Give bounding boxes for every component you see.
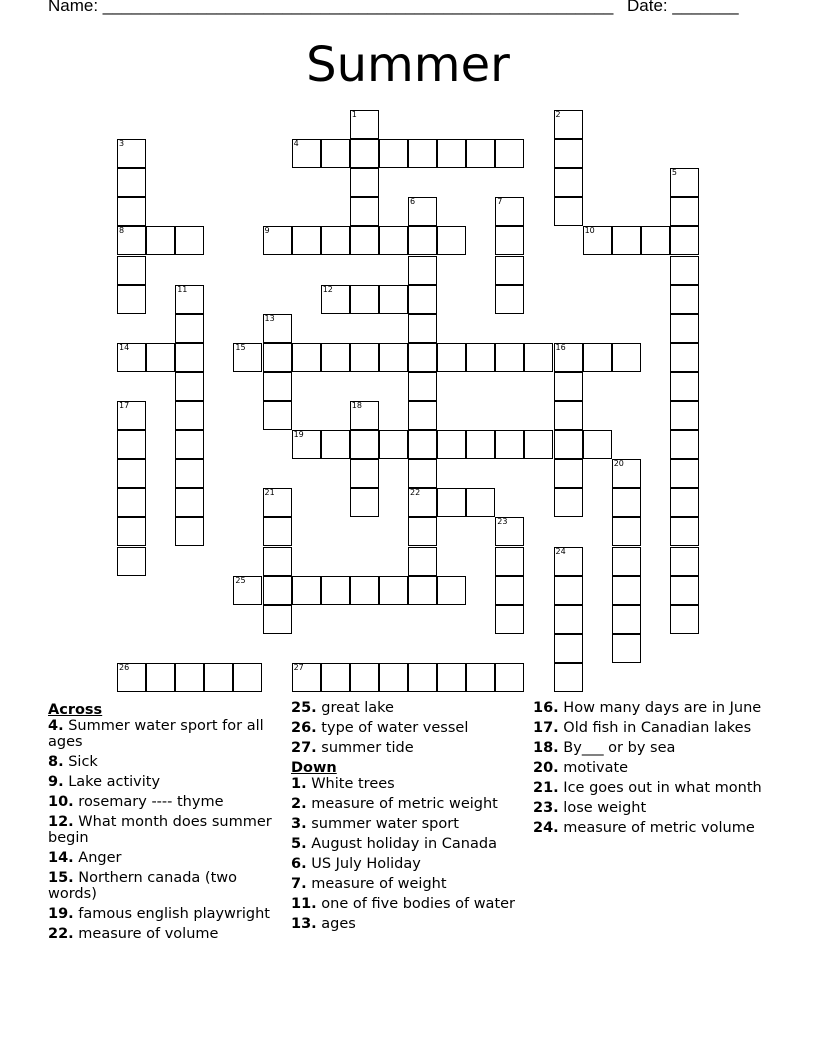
grid-cell[interactable] [408,256,437,285]
grid-cell[interactable] [670,547,699,576]
grid-cell[interactable] [117,139,146,168]
grid-cell[interactable] [670,197,699,226]
clue-down-2: 2. measure of metric weight [291,796,498,812]
clue-number: 21 [264,488,275,498]
grid-cell[interactable] [466,343,495,372]
clues-column-1 [48,700,280,946]
grid-cell[interactable] [524,343,553,372]
grid-cell[interactable] [379,663,408,692]
grid-cell[interactable] [670,430,699,459]
grid-cell[interactable] [204,663,233,692]
grid-cell[interactable] [612,343,641,372]
grid-cell[interactable] [466,430,495,459]
clue-number: 12 [322,284,333,294]
grid-cell[interactable] [263,488,292,517]
clues-column-2 [291,700,523,936]
clue-number: 13 [264,313,275,323]
grid-cell[interactable] [263,372,292,401]
grid-cell[interactable] [175,401,204,430]
grid-cell[interactable] [554,110,583,139]
grid-cell[interactable] [321,226,350,255]
grid-cell[interactable] [670,459,699,488]
grid-cell[interactable] [437,430,466,459]
clue-across-25: 25. great lake [291,700,394,716]
grid-cell[interactable] [554,430,583,459]
across-heading: Across [48,702,103,718]
grid-cell[interactable] [408,430,437,459]
grid-cell[interactable] [321,139,350,168]
grid-cell[interactable] [321,430,350,459]
grid-cell[interactable] [263,547,292,576]
grid-cell[interactable] [495,285,524,314]
grid-cell[interactable] [554,547,583,576]
grid-cell[interactable] [117,168,146,197]
grid-cell[interactable] [379,576,408,605]
grid-cell[interactable] [670,372,699,401]
grid-cell[interactable] [408,226,437,255]
clue-down-7: 7. measure of weight [291,876,447,892]
grid-cell[interactable] [554,634,583,663]
grid-cell[interactable] [321,663,350,692]
grid-cell[interactable] [292,226,321,255]
clue-number: 22 [410,488,421,498]
grid-cell[interactable] [379,343,408,372]
clue-number: 25 [235,575,246,585]
grid-cell[interactable] [495,517,524,546]
grid-cell[interactable] [233,343,262,372]
grid-cell[interactable] [495,343,524,372]
grid-cell[interactable] [146,343,175,372]
grid-cell[interactable] [554,576,583,605]
grid-cell[interactable] [583,226,612,255]
grid-cell[interactable] [670,576,699,605]
grid-cell[interactable] [466,488,495,517]
grid-cell[interactable] [670,168,699,197]
clue-number: 18 [351,401,362,410]
clue-number: 6 [410,197,416,207]
grid-cell[interactable] [117,401,146,430]
grid-cell[interactable] [554,401,583,430]
grid-cell[interactable] [233,663,262,692]
clue-across-15: 15. Northern canada (two words) [48,870,237,902]
clue-number: 11 [177,284,188,294]
grid-cell[interactable] [437,139,466,168]
grid-cell[interactable] [233,576,262,605]
grid-cell[interactable] [321,285,350,314]
clue-number: 9 [264,226,270,236]
clue-number: 15 [235,342,246,352]
clue-number: 10 [584,226,595,236]
clue-down-21: 21. Ice goes out in what month [533,780,762,796]
grid-cell[interactable] [117,197,146,226]
grid-cell[interactable] [466,139,495,168]
grid-cell[interactable] [670,256,699,285]
grid-cell[interactable] [292,343,321,372]
grid-cell[interactable] [612,634,641,663]
grid-cell[interactable] [495,547,524,576]
grid-cell[interactable] [175,372,204,401]
clue-number: 2 [555,110,561,119]
grid-cell[interactable] [175,226,204,255]
clue-down-5: 5. August holiday in Canada [291,836,497,852]
grid-cell[interactable] [263,314,292,343]
grid-cell[interactable] [263,576,292,605]
grid-cell[interactable] [350,226,379,255]
clue-number: 1 [351,110,357,119]
grid-cell[interactable] [263,343,292,372]
grid-cell[interactable] [117,517,146,546]
clue-number: 16 [555,342,566,352]
grid-cell[interactable] [117,343,146,372]
clue-number: 17 [119,401,130,410]
clue-across-4: 4. Summer water sport for all ages [48,718,264,750]
grid-cell[interactable] [408,488,437,517]
grid-cell[interactable] [554,459,583,488]
clue-across-9: 9. Lake activity [48,774,161,790]
grid-cell[interactable] [117,256,146,285]
clue-number: 14 [119,342,130,352]
clue-down-13: 13. ages [291,916,356,932]
clue-across-22: 22. measure of volume [48,926,219,942]
grid-cell[interactable] [495,430,524,459]
grid-cell[interactable] [379,226,408,255]
clue-down-23: 23. lose weight [533,800,647,816]
grid-cell[interactable] [554,197,583,226]
grid-cell[interactable] [670,401,699,430]
grid-cell[interactable] [263,517,292,546]
clue-across-14: 14. Anger [48,850,122,866]
grid-cell[interactable] [554,488,583,517]
grid-cell[interactable] [670,285,699,314]
clue-number: 7 [497,197,503,207]
grid-cell[interactable] [408,343,437,372]
grid-cell[interactable] [612,547,641,576]
grid-cell[interactable] [146,226,175,255]
grid-cell[interactable] [350,663,379,692]
date-line[interactable]: Date: _______ [627,0,739,15]
clue-down-11: 11. one of five bodies of water [291,896,516,912]
grid-cell[interactable] [437,663,466,692]
grid-cell[interactable] [437,226,466,255]
clue-down-20: 20. motivate [533,760,629,776]
grid-cell[interactable] [175,663,204,692]
grid-cell[interactable] [350,430,379,459]
grid-cell[interactable] [263,401,292,430]
grid-cell[interactable] [408,576,437,605]
grid-cell[interactable] [175,430,204,459]
grid-cell[interactable] [408,139,437,168]
grid-cell[interactable] [408,285,437,314]
grid-cell[interactable] [612,605,641,634]
clue-down-16: 16. How many days are in June [533,700,762,716]
clue-number: 8 [119,226,125,236]
grid-cell[interactable] [117,547,146,576]
grid-cell[interactable] [117,488,146,517]
grid-cell[interactable] [379,430,408,459]
grid-cell[interactable] [437,343,466,372]
grid-cell[interactable] [612,576,641,605]
grid-cell[interactable] [117,459,146,488]
grid-cell[interactable] [554,168,583,197]
grid-cell[interactable] [641,226,670,255]
clue-number: 26 [119,662,130,672]
grid-cell[interactable] [495,663,524,692]
clue-number: 24 [555,546,566,556]
grid-cell[interactable] [437,576,466,605]
grid-cell[interactable] [408,314,437,343]
grid-cell[interactable] [670,314,699,343]
grid-cell[interactable] [408,517,437,546]
grid-cell[interactable] [408,372,437,401]
down-heading: Down [291,760,337,776]
grid-cell[interactable] [292,663,321,692]
grid-cell[interactable] [350,197,379,226]
grid-cell[interactable] [350,459,379,488]
grid-cell[interactable] [524,430,553,459]
grid-cell[interactable] [495,197,524,226]
grid-cell[interactable] [670,226,699,255]
grid-cell[interactable] [495,139,524,168]
clue-down-24: 24. measure of metric volume [533,820,755,836]
grid-cell[interactable] [350,401,379,430]
grid-cell[interactable] [175,343,204,372]
clue-number: 19 [293,430,304,440]
grid-cell[interactable] [117,663,146,692]
grid-cell[interactable] [554,343,583,372]
grid-cell[interactable] [583,430,612,459]
clue-across-8: 8. Sick [48,754,98,770]
grid-cell[interactable] [554,663,583,692]
grid-cell[interactable] [175,517,204,546]
clue-across-19: 19. famous english playwright [48,906,270,922]
grid-cell[interactable] [554,605,583,634]
grid-cell[interactable] [350,285,379,314]
grid-cell[interactable] [350,168,379,197]
grid-cell[interactable] [263,226,292,255]
page-title: Summer [306,37,510,93]
grid-cell[interactable] [321,343,350,372]
grid-cell[interactable] [175,285,204,314]
grid-cell[interactable] [466,663,495,692]
grid-cell[interactable] [408,459,437,488]
grid-cell[interactable] [321,576,350,605]
grid-cell[interactable] [350,488,379,517]
grid-cell[interactable] [175,314,204,343]
grid-cell[interactable] [379,285,408,314]
grid-cell[interactable] [670,517,699,546]
grid-cell[interactable] [175,459,204,488]
grid-cell[interactable] [495,576,524,605]
grid-cell[interactable] [350,343,379,372]
clue-down-3: 3. summer water sport [291,816,459,832]
clue-across-27: 27. summer tide [291,740,414,756]
grid-cell[interactable] [292,576,321,605]
clue-number: 4 [293,139,299,149]
grid-cell[interactable] [554,372,583,401]
grid-cell[interactable] [292,139,321,168]
grid-cell[interactable] [117,226,146,255]
grid-cell[interactable] [146,663,175,692]
grid-cell[interactable] [350,576,379,605]
clue-across-12: 12. What month does summer begin [48,814,272,846]
grid-cell[interactable] [495,605,524,634]
grid-cell[interactable] [408,663,437,692]
grid-cell[interactable] [408,197,437,226]
clue-number: 20 [613,459,624,469]
clue-down-1: 1. White trees [291,776,395,792]
grid-cell[interactable] [612,517,641,546]
grid-cell[interactable] [263,605,292,634]
grid-cell[interactable] [554,139,583,168]
grid-cell[interactable] [117,430,146,459]
grid-cell[interactable] [175,488,204,517]
grid-cell[interactable] [350,110,379,139]
clue-across-10: 10. rosemary ---- thyme [48,794,224,810]
grid-cell[interactable] [495,256,524,285]
clue-number: 5 [671,168,677,178]
grid-cell[interactable] [612,459,641,488]
clue-number: 27 [293,662,304,672]
grid-cell[interactable] [379,139,408,168]
grid-cell[interactable] [408,547,437,576]
clue-down-18: 18. By___ or by sea [533,740,676,756]
grid-cell[interactable] [350,139,379,168]
grid-cell[interactable] [117,285,146,314]
grid-cell[interactable] [437,488,466,517]
clue-across-26: 26. type of water vessel [291,720,469,736]
grid-cell[interactable] [670,605,699,634]
grid-cell[interactable] [292,430,321,459]
clues-column-3 [533,700,773,840]
clue-number: 3 [119,139,125,149]
grid-cell[interactable] [670,343,699,372]
clue-down-17: 17. Old fish in Canadian lakes [533,720,752,736]
grid-cell[interactable] [583,343,612,372]
clue-down-6: 6. US July Holiday [291,856,421,872]
grid-cell[interactable] [408,401,437,430]
grid-cell[interactable] [670,488,699,517]
name-line[interactable]: Name: ______________________________________________________ [48,0,614,15]
grid-cell[interactable] [612,488,641,517]
grid-cell[interactable] [495,226,524,255]
grid-cell[interactable] [612,226,641,255]
clue-number: 23 [497,517,508,527]
